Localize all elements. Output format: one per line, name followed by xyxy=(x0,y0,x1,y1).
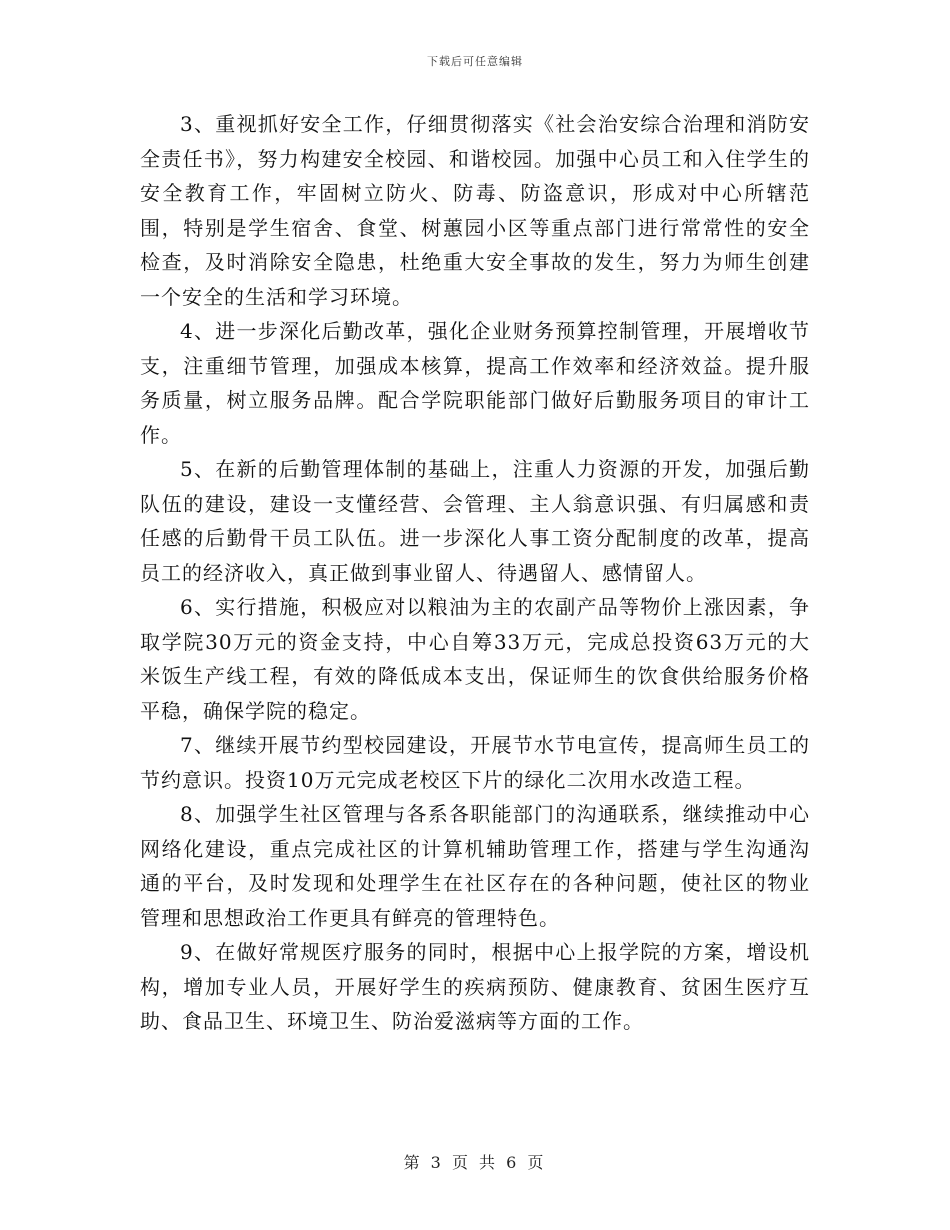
paragraph-item-9: 9、在做好常规医疗服务的同时，根据中心上报学院的方案，增设机构，增加专业人员，开展好学生的疾病预防、健康教育、贫困生医疗互助、食品卫生、环境卫生、防治爱滋病等方面的工作。 xyxy=(140,940,810,1033)
paragraph-item-4: 4、进一步深化后勤改革，强化企业财务预算控制管理，开展增收节支，注重细节管理，加强成本核算，提高工作效率和经济效益。提升服务质量，树立服务品牌。配合学院职能部门做好后勤服务项目的审计工作。 xyxy=(140,319,810,447)
page-footer-page-number: 第 3 页 共 6 页 xyxy=(403,1153,547,1172)
paragraph-item-5: 5、在新的后勤管理体制的基础上，注重人力资源的开发，加强后勤队伍的建设，建设一支懂经营、会管理、主人翁意识强、有归属感和责任感的后勤骨干员工队伍。进一步深化人事工资分配制度的改革，提高员工的经济收入，真正做到事业留人、待遇留人、感情留人。 xyxy=(140,457,810,585)
paragraph-item-7: 7、继续开展节约型校园建设，开展节水节电宣传，提高师生员工的节约意识。投资10万元完成老校区下片的绿化二次用水改造工程。 xyxy=(140,733,810,792)
paragraph-item-3: 3、重视抓好安全工作，仔细贯彻落实《社会治安综合治理和消防安全责任书》，努力构建安全校园、和谐校园。加强中心员工和入住学生的安全教育工作，牢固树立防火、防毒、防盗意识，形成对中心所辖范围，特别是学生宿舍、食堂、树蕙园小区等重点部门进行常常性的安全检查，及时消除安全隐患，杜绝重大安全事故的发生，努力为师生创建一个安全的生活和学习环境。 xyxy=(140,112,810,309)
paragraph-item-6: 6、实行措施，积极应对以粮油为主的农副产品等物价上涨因素，争取学院30万元的资金支持，中心自筹33万元，完成总投资63万元的大米饭生产线工程，有效的降低成本支出，保证师生的饮食供给服务价格平稳，确保学院的稳定。 xyxy=(140,595,810,723)
paragraph-item-8: 8、加强学生社区管理与各系各职能部门的沟通联系，继续推动中心网络化建设，重点完成社区的计算机辅助管理工作，搭建与学生沟通沟通的平台，及时发现和处理学生在社区存在的各种问题，使社区的物业管理和思想政治工作更具有鲜亮的管理特色。 xyxy=(140,802,810,930)
document-body xyxy=(140,107,810,1039)
page-header: 下载后可任意编辑 xyxy=(427,55,523,68)
